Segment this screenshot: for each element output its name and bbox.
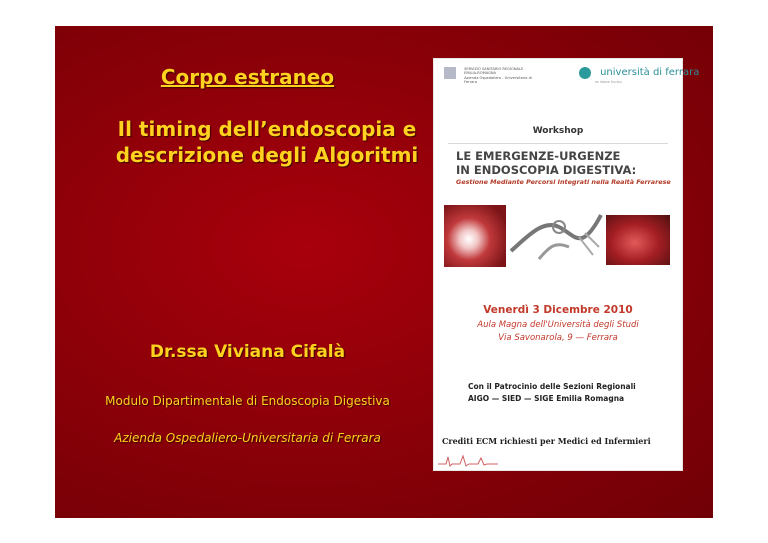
slide-subtitle [82,116,452,168]
regional-health-mark-icon [444,67,456,79]
patronage-text [468,381,636,405]
poster-tagline: Gestione Mediante Percorsi Integrati nella Realtà Ferrarese [456,178,671,186]
university-emblem-icon [579,67,591,79]
patronage-line-2: AIGO — SIED — SIGE Emilia Romagna [468,394,625,403]
ecg-trace-decoration [438,453,528,472]
endoscope-drawing [509,207,603,265]
subtitle-line-1: Il timing dell’endoscopia e [117,117,417,141]
department-name: Modulo Dipartimentale di Endoscopia Digestiva [105,394,390,408]
author-name: Dr.ssa Viviana Cifalà [149,342,346,362]
regional-health-logo [444,67,544,86]
university-logo [579,67,699,86]
endoscopy-photo-right [606,215,670,265]
hospital-name: Azienda Ospedaliero-Universitaria di Ferrara [114,431,381,445]
event-date: Venerdì 3 Dicembre 2010 [483,304,633,316]
endoscopy-photo-left [444,205,506,267]
regional-health-logo-text: SERVIZIO SANITARIO REGIONALE EMILIA-ROMAGNA Azienda Ospedaliero - Universitaria di Ferrara [464,67,532,85]
ecm-credits-text: Crediti ECM richiesti per Medici ed Infermieri [442,436,651,446]
event-venue: Aula Magna dell'Università degli Studi [477,320,639,330]
slide-title: Corpo estraneo [160,65,335,89]
subtitle-line-2: descrizione degli Algoritmi [115,143,419,167]
poster-divider [448,143,668,144]
poster-headline-line-2: IN ENDOSCOPIA DIGESTIVA: [456,163,637,177]
poster-headline-line-1: LE EMERGENZE-URGENZE [456,149,621,163]
university-motto: ex labore fructus [595,80,622,84]
workshop-label: Workshop [532,126,584,136]
event-address: Via Savonarola, 9 — Ferrara [498,333,618,343]
workshop-poster [433,58,700,471]
endoscopy-photo-strip [444,205,672,267]
poster-headline [456,149,636,177]
university-name: università di ferrara [600,67,700,78]
patronage-line-1: Con il Patrocinio delle Sezioni Regionali [468,382,636,391]
